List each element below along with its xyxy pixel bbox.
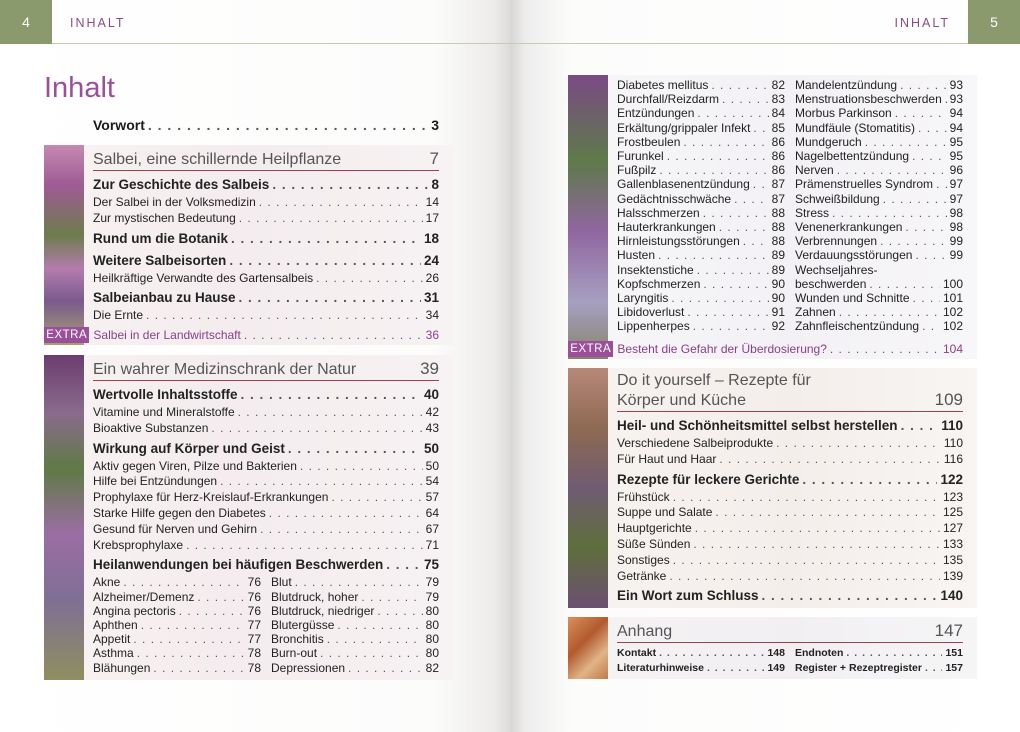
section-photo (568, 75, 608, 359)
toc-entry[interactable] (617, 135, 785, 149)
toc-entry[interactable] (271, 646, 439, 660)
toc-entry[interactable] (93, 229, 439, 249)
entry-label: Morbus Parkinson (795, 106, 892, 121)
entry-label: Sonstiges (617, 552, 670, 567)
entry-page: 84 (771, 106, 785, 121)
entry-label: Angina pectoris (93, 603, 176, 618)
entry-label: Libidoverlust (617, 305, 685, 320)
extra-entry[interactable]: EXTRA Salbei in der Landwirtschaft . . . 36 (44, 327, 453, 343)
section-entries (93, 385, 439, 575)
entry-label: Rund um die Botanik (93, 230, 228, 246)
entry-page: 80 (425, 632, 439, 647)
entry-label: Schweißbildung (795, 191, 880, 206)
entry-page: 135 (942, 552, 963, 567)
entry-label: Appetit (93, 632, 131, 647)
page-title: Inhalt (44, 72, 115, 104)
toc-entry[interactable] (617, 192, 785, 206)
entry-page: 67 (425, 521, 439, 536)
section-heading[interactable]: Anhang 147 (617, 621, 963, 643)
entry-label: Venenerkrankungen (795, 220, 903, 235)
entry-label: Kontakt (617, 647, 657, 659)
toc-entry[interactable] (795, 661, 963, 676)
entry-page: 75 (423, 557, 439, 573)
extra-entry[interactable]: EXTRA Besteht die Gefahr der Überdosierung? . . . 104 (568, 341, 977, 357)
entry-label: Register + Rezeptregister (795, 662, 922, 674)
entry-label: Nagelbettentzündung (795, 149, 910, 164)
entry-label: Menstruationsbeschwerden (795, 92, 942, 107)
entry-page: 98 (949, 205, 963, 220)
entry-page: 82 (771, 78, 785, 92)
toc-entry[interactable] (617, 277, 785, 291)
entry-label: Gallenblasenentzündung (617, 177, 750, 192)
entry-page: 97 (949, 191, 963, 206)
entry-page: 157 (945, 662, 963, 674)
toc-entry[interactable] (93, 632, 261, 646)
entry-page: 50 (425, 458, 439, 473)
entry-page: 123 (942, 489, 963, 504)
toc-entry[interactable] (795, 78, 963, 92)
entry-label: Stress (795, 205, 830, 220)
entry-label: Rezepte für leckere Gerichte (617, 471, 800, 487)
toc-entry[interactable] (93, 195, 439, 211)
entry-label: Hauptgerichte (617, 521, 692, 536)
entry-page: 76 (247, 589, 261, 604)
entry-page: 87 (771, 191, 785, 206)
entry-page: 64 (425, 505, 439, 520)
toc-entry[interactable] (795, 121, 963, 135)
entry-page: 50 (423, 440, 439, 456)
entry-label: Die Ernte (93, 308, 144, 323)
toc-entry[interactable] (93, 308, 439, 324)
entry-label: Literaturhinweise (617, 662, 704, 674)
entry-page: 99 (949, 248, 963, 263)
entry-page: 43 (425, 420, 439, 435)
entry-page: 151 (945, 647, 963, 659)
toc-entry[interactable] (617, 553, 963, 569)
entry-page: 71 (425, 537, 439, 552)
toc-entry[interactable] (93, 474, 439, 490)
toc-entry[interactable] (617, 505, 963, 521)
entry-page: 97 (949, 177, 963, 192)
page-number: 5 (968, 0, 1020, 44)
entry-label: Nerven (795, 163, 834, 178)
toc-entry[interactable] (795, 291, 963, 305)
section-photo (44, 145, 84, 345)
entry-page: 77 (247, 632, 261, 647)
entry-label: Hilfe bei Entzündungen (93, 474, 218, 489)
entry-page: 127 (942, 521, 963, 536)
toc-entry[interactable] (617, 319, 785, 333)
entry-label: Blutdruck, niedriger (271, 603, 375, 618)
toc-entry[interactable] (617, 92, 785, 106)
entry-label: Diabetes mellitus (617, 78, 709, 92)
entry-label: beschwerden (795, 276, 867, 291)
toc-entry[interactable] (93, 590, 261, 604)
entry-page: 80 (425, 646, 439, 661)
entry-label: Alzheimer/Demenz (93, 589, 195, 604)
entry-page: 88 (771, 205, 785, 220)
extra-badge: EXTRA (568, 341, 613, 357)
entry-label: Gedächtnisschwäche (617, 191, 732, 206)
section-photo (568, 617, 608, 679)
header-title: INHALT (70, 16, 126, 30)
entry-page: 86 (771, 149, 785, 164)
toc-entry[interactable] (93, 421, 439, 437)
entry-page: 149 (767, 662, 785, 674)
entry-page: 77 (247, 617, 261, 632)
entry-page: 102 (942, 319, 963, 334)
entry-page: 18 (423, 230, 439, 246)
entry-page: 94 (949, 106, 963, 121)
toc-entry[interactable] (93, 288, 439, 308)
right-page (510, 0, 1020, 732)
entry-label: Endnoten (795, 647, 844, 659)
section-heading[interactable]: Salbei, eine schillernde Heilpflanze 7 (93, 149, 439, 171)
entry-page: 88 (771, 220, 785, 235)
entry-label: Kopfschmerzen (617, 276, 701, 291)
extra-badge: EXTRA (44, 327, 89, 343)
entry-page: 42 (425, 405, 439, 419)
entry-page: 80 (425, 617, 439, 632)
entry-label: Heilkräftige Verwandte des Gartensalbeis (93, 270, 314, 285)
toc-entry[interactable] (93, 618, 261, 632)
toc-entry[interactable] (617, 121, 785, 135)
entry-label: Burn-out (271, 646, 318, 661)
toc-entry[interactable] (617, 521, 963, 537)
entry-label: Husten (617, 248, 656, 263)
entry-page: 89 (771, 262, 785, 277)
entry-label: Depressionen (271, 660, 346, 675)
toc-entry[interactable] (617, 470, 963, 490)
entry-page: 34 (425, 308, 439, 323)
entry-label: Für Haut und Haar (617, 451, 717, 466)
entry-label: Hirnleistungsstörungen (617, 234, 740, 249)
entry-label: Zahnfleischentzündung (795, 319, 920, 334)
entry-label: Starke Hilfe gegen den Diabetes (93, 505, 266, 520)
entry-page: 87 (771, 177, 785, 192)
toc-entry[interactable] (93, 522, 439, 538)
page-header (510, 0, 1020, 44)
toc-entry[interactable] (795, 163, 963, 177)
toc-entry[interactable] (795, 234, 963, 248)
toc-entry[interactable] (617, 78, 785, 92)
entry-label: Furunkel (617, 149, 664, 164)
toc-entry[interactable] (617, 149, 785, 163)
entry-page: 148 (767, 647, 785, 659)
entry-page: 26 (425, 270, 439, 285)
entry-label: Halsschmerzen (617, 205, 700, 220)
appendix-list (617, 646, 963, 676)
toc-entry[interactable] (271, 632, 439, 646)
section-entries (93, 175, 439, 324)
entry-page: 93 (949, 78, 963, 92)
entry-label: Bronchitis (271, 632, 324, 647)
section-photo (44, 355, 84, 680)
entry-label: Prophylaxe für Herz-Kreislauf-Erkrankungen (93, 490, 329, 505)
entry-label: Erkältung/grippaler Infekt (617, 120, 751, 135)
entry-label: Aktiv gegen Viren, Pilze und Bakterien (93, 458, 297, 473)
entry-label: Wirkung auf Körper und Geist (93, 440, 285, 456)
entry-label: Frostbeulen (617, 134, 681, 149)
entry-page: 125 (942, 505, 963, 520)
entry-page: 102 (942, 305, 963, 320)
entry-page: 40 (423, 387, 439, 402)
complaints-list (617, 78, 963, 334)
entry-label: Laryngitis (617, 291, 669, 306)
entry-label: Heilanwendungen bei häufigen Beschwerden (93, 557, 384, 573)
entry-label: Prämenstruelles Syndrom (795, 177, 934, 192)
entry-page: 24 (423, 252, 439, 268)
section-heading[interactable]: Do it yourself – Rezepte für Körper und Küche 109 (617, 372, 963, 412)
entry-label: Gesund für Nerven und Gehirn (93, 521, 258, 536)
toc-entry[interactable] (795, 149, 963, 163)
entry-label: Frühstück (617, 489, 670, 504)
entry-page: 110 (943, 436, 963, 450)
toc-entry[interactable] (93, 439, 439, 459)
entry-page: 90 (771, 276, 785, 291)
toc-entry[interactable] (271, 618, 439, 632)
entry-page: 110 (941, 418, 963, 433)
entry-page: 140 (940, 588, 963, 604)
entry-page: 31 (423, 290, 439, 306)
entry-page: 80 (425, 603, 439, 618)
entry-label: Hauterkrankungen (617, 220, 716, 235)
entry-page: 95 (949, 149, 963, 164)
entry-page: 76 (247, 603, 261, 618)
toc-entry[interactable] (617, 436, 963, 452)
toc-entry[interactable] (795, 220, 963, 234)
toc-entry[interactable] (617, 291, 785, 305)
toc-entry[interactable] (795, 646, 963, 661)
toc-entry[interactable] (93, 459, 439, 475)
entry-label: Verschiedene Salbeiprodukte (617, 436, 774, 450)
entry-page: 88 (771, 234, 785, 249)
entry-label: Insektenstiche (617, 262, 694, 277)
entry-page: 76 (247, 575, 261, 590)
toc-entry[interactable] (795, 248, 963, 262)
toc-entry[interactable] (617, 537, 963, 553)
toc-entry[interactable] (617, 163, 785, 177)
toc-entry[interactable] (795, 192, 963, 206)
toc-entry[interactable] (271, 661, 439, 675)
entry-page: 91 (771, 305, 785, 320)
entry-label: Fußpilz (617, 163, 657, 178)
entry-page: 101 (942, 291, 963, 306)
entry-page: 78 (247, 660, 261, 675)
toc-entry[interactable] (795, 263, 963, 277)
entry-label: Der Salbei in der Volksmedizin (93, 195, 256, 209)
entry-label: Aphthen (93, 617, 138, 632)
toc-entry[interactable] (617, 452, 963, 468)
entry-label: Weitere Salbeisorten (93, 252, 227, 268)
entry-label: Entzündungen (617, 106, 695, 121)
entry-page: 122 (940, 471, 963, 487)
toc-entry[interactable] (271, 575, 439, 589)
header-title: INHALT (894, 16, 950, 30)
toc-section-anhang (568, 617, 977, 679)
page-header (0, 0, 510, 44)
toc-entry[interactable] (795, 177, 963, 191)
complaints-list (93, 575, 439, 674)
entry-label: Mundfäule (Stomatitis) (795, 120, 916, 135)
entry-page: 99 (949, 234, 963, 249)
entry-label: Süße Sünden (617, 536, 691, 551)
entry-page: 94 (949, 120, 963, 135)
entry-page: 17 (425, 210, 439, 225)
toc-entry[interactable] (93, 405, 439, 421)
entry-label: Durchfall/Reizdarm (617, 92, 720, 107)
entry-label: Wunden und Schnitte (795, 291, 910, 306)
entry-label: Vitamine und Mineralstoffe (93, 405, 235, 419)
toc-entry[interactable] (617, 106, 785, 120)
entry-page: 14 (425, 195, 439, 209)
toc-entry[interactable] (617, 490, 963, 506)
toc-entry[interactable] (93, 538, 439, 554)
entry-label: Bioaktive Substanzen (93, 420, 209, 435)
page-number: 4 (0, 0, 52, 44)
entry-page: 98 (949, 220, 963, 235)
entry-page: 78 (247, 646, 261, 661)
entry-page: 93 (949, 92, 963, 107)
toc-entry[interactable] (617, 206, 785, 220)
entry-label: Asthma (93, 646, 134, 661)
entry-page: 139 (942, 568, 963, 583)
entry-label: Verbrennungen (795, 234, 878, 249)
toc-entry[interactable] (617, 177, 785, 191)
toc-entry[interactable] (795, 92, 963, 106)
entry-label: Lippenherpes (617, 319, 690, 334)
entry-label: Ein Wort zum Schluss (617, 588, 759, 604)
entry-page: 8 (431, 177, 439, 192)
toc-entry[interactable] (617, 661, 785, 676)
entry-label: Suppe und Salate (617, 505, 713, 520)
toc-entry[interactable] (617, 263, 785, 277)
entry-label: Mundgeruch (795, 134, 862, 149)
toc-entry[interactable] (617, 646, 785, 661)
entry-page: 116 (943, 451, 963, 466)
entry-label: Zahnen (795, 305, 836, 320)
toc-entry[interactable] (93, 555, 439, 575)
entry-label: Akne (93, 575, 121, 590)
toc-entry[interactable] (617, 234, 785, 248)
entry-label: Zur mystischen Bedeutung (93, 210, 236, 225)
toc-entry[interactable] (93, 506, 439, 522)
toc-entry[interactable] (617, 305, 785, 319)
entry-label: Salbeianbau zu Hause (93, 290, 236, 306)
entry-page: 100 (942, 276, 963, 291)
entry-page: 89 (771, 248, 785, 263)
toc-entry[interactable] (93, 175, 439, 195)
toc-entry[interactable] (795, 106, 963, 120)
entry-page: 86 (771, 134, 785, 149)
section-photo (568, 368, 608, 608)
toc-entry[interactable] (795, 135, 963, 149)
entry-label: Mandelentzündung (795, 78, 898, 92)
entry-page: 82 (425, 660, 439, 675)
toc-entry[interactable] (617, 220, 785, 234)
entry-label: Krebsprophylaxe (93, 537, 184, 552)
toc-entry[interactable] (617, 416, 963, 436)
toc-section-salbei (44, 145, 453, 345)
entry-page: 83 (771, 92, 785, 107)
section-heading[interactable]: Ein wahrer Medizinschrank der Natur 39 (93, 359, 439, 381)
toc-entry[interactable] (271, 590, 439, 604)
entry-page: 86 (771, 163, 785, 178)
entry-label: Wechseljahres- (795, 262, 878, 277)
entry-label: Verdauungsstörungen (795, 248, 913, 263)
toc-entry[interactable] (93, 575, 261, 589)
toc-entry[interactable] (795, 305, 963, 319)
toc-entry[interactable] (93, 385, 439, 405)
toc-entry-vorwort[interactable]: Vorwort . . . 3 (93, 117, 439, 133)
entry-label: Wertvolle Inhaltsstoffe (93, 387, 238, 402)
toc-entry[interactable] (617, 586, 963, 606)
toc-entry[interactable] (795, 319, 963, 333)
toc-section-diy (568, 368, 977, 608)
entry-page: 79 (425, 575, 439, 590)
entry-page: 133 (942, 536, 963, 551)
toc-entry[interactable] (93, 661, 261, 675)
entry-label: Blähungen (93, 660, 151, 675)
entry-page: 85 (771, 120, 785, 135)
entry-label: Heil- und Schönheitsmittel selbst herstellen (617, 418, 898, 433)
toc-section-complaints-continued (568, 75, 977, 359)
section-entries (617, 416, 963, 606)
entry-label: Getränke (617, 568, 667, 583)
toc-entry[interactable] (617, 569, 963, 585)
entry-label: Blutergüsse (271, 617, 335, 632)
toc-entry[interactable] (93, 490, 439, 506)
toc-entry[interactable] (93, 211, 439, 227)
toc-entry[interactable] (93, 646, 261, 660)
entry-page: 95 (949, 134, 963, 149)
entry-page: 79 (425, 589, 439, 604)
entry-page: 54 (425, 474, 439, 489)
entry-page: 90 (771, 291, 785, 306)
toc-entry[interactable] (617, 248, 785, 262)
toc-entry[interactable] (93, 271, 439, 287)
toc-entry[interactable] (795, 206, 963, 220)
entry-label: Blut (271, 575, 292, 590)
toc-entry[interactable] (795, 277, 963, 291)
entry-page: 92 (771, 319, 785, 334)
toc-section-medizinschrank (44, 355, 453, 680)
toc-entry[interactable] (93, 604, 261, 618)
entry-label: Zur Geschichte des Salbeis (93, 177, 270, 192)
toc-entry[interactable] (271, 604, 439, 618)
toc-entry[interactable] (93, 251, 439, 271)
entry-page: 57 (425, 490, 439, 505)
entry-label: Blutdruck, hoher (271, 589, 359, 604)
entry-page: 96 (949, 163, 963, 178)
